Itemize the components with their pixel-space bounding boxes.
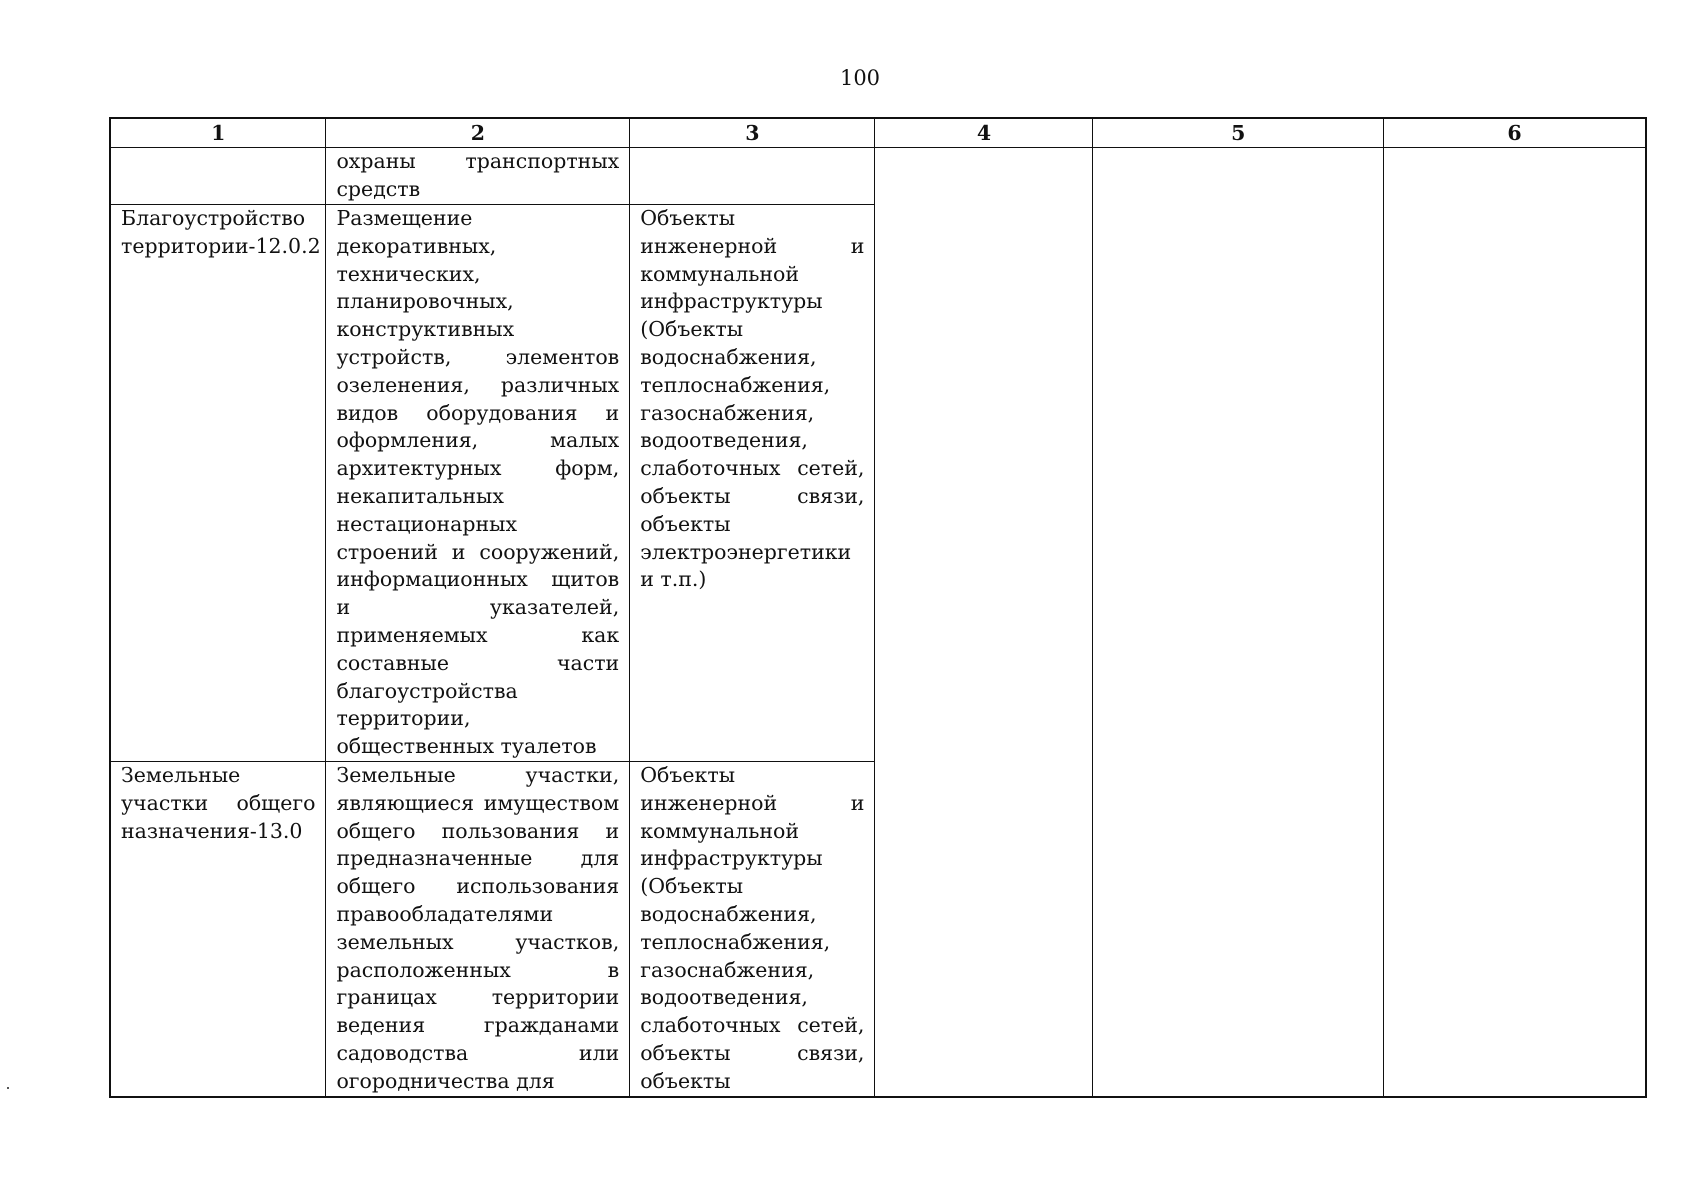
permitted-objects-cell: [630, 148, 875, 205]
land-use-description-cell: охраны транспортных средств: [326, 148, 630, 205]
column-header-5: 5: [1093, 118, 1384, 148]
column-6-cell: [1384, 148, 1646, 1097]
scan-artifact: [7, 1087, 9, 1089]
permitted-objects-cell: Объекты инженерной и коммунальной инфраструктуры (Объекты водоснабжения, теплоснабжения, газоснабжения, водоотведения, слаботочных сетей, объекты связи, объекты электроэнергетики и т.п.): [630, 205, 875, 762]
column-header-2: 2: [326, 118, 630, 148]
column-5-cell: [1093, 148, 1384, 1097]
table-header-row: [110, 118, 1646, 148]
land-use-description-cell: Размещение декоративных, технических, планировочных, конструктивных устройств, элементов озеленения, различных видов оборудования и оформления, малых архитектурных форм, некапитальных нестационарных строений и сооружений, информационных щитов и указателей, применяемых как составные части благоустройства территории, общественных туалетов: [326, 205, 630, 762]
land-use-type-cell: [110, 148, 326, 205]
column-header-4: 4: [875, 118, 1093, 148]
land-use-type-cell: Благоустройство территории-12.0.2: [110, 205, 326, 762]
permitted-objects-cell: Объекты инженерной и коммунальной инфраструктуры (Объекты водоснабжения, теплоснабжения, газоснабжения, водоотведения, слаботочных сетей, объекты связи, объекты: [630, 761, 875, 1097]
land-use-type-cell: Земельные участки общего назначения-13.0: [110, 761, 326, 1097]
column-header-3: 3: [630, 118, 875, 148]
column-header-6: 6: [1384, 118, 1646, 148]
column-4-cell: [875, 148, 1093, 1097]
table-row: [110, 148, 1646, 205]
land-use-description-cell: Земельные участки, являющиеся имуществом общего пользования и предназначенные для общего использования правообладателями земельных участков, расположенных в границах территории ведения гражданами садоводства или огородничества для: [326, 761, 630, 1097]
land-use-table: [109, 117, 1647, 1098]
page-number: 100: [839, 66, 881, 90]
column-header-1: 1: [110, 118, 326, 148]
